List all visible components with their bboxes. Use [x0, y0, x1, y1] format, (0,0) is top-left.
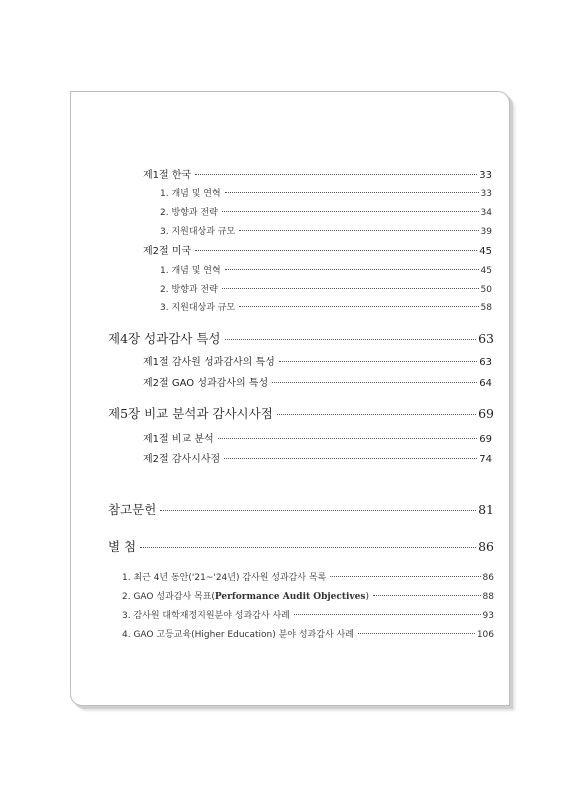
toc-page-number: 69 [479, 434, 492, 445]
toc-title: 제1절 비교 분석 [143, 434, 214, 445]
toc-section[interactable] [143, 450, 492, 465]
toc-references[interactable] [108, 500, 494, 518]
toc-section-korea[interactable] [143, 166, 492, 181]
toc-page-number: 33 [479, 170, 492, 181]
toc-section[interactable] [143, 430, 492, 445]
toc-title: 제1절 한국 [143, 170, 192, 181]
toc-title: 1. 개념 및 연혁 [160, 189, 221, 199]
toc-title: 3. 지원대상과 규모 [160, 303, 236, 313]
toc-page-number: 39 [480, 227, 492, 237]
toc-page-number: 88 [482, 592, 494, 602]
toc-section[interactable] [143, 374, 492, 389]
toc-title: 제4장 성과감사 특성 [108, 331, 221, 346]
toc-item[interactable] [160, 224, 492, 237]
toc-title: 2. 방향과 전략 [160, 285, 218, 295]
toc-page-number: 33 [480, 189, 492, 199]
toc-title: 2. 방향과 전략 [160, 208, 218, 218]
toc-title: 제2절 감사시사점 [143, 454, 221, 465]
toc-leader [294, 614, 481, 615]
toc-page-number: 86 [478, 539, 494, 554]
toc-item[interactable] [160, 205, 492, 218]
toc-title: 제5장 비교 분석과 감사시사점 [108, 406, 273, 421]
toc-leader [225, 269, 479, 270]
toc-page-number: 45 [480, 266, 492, 276]
toc-leader [277, 414, 476, 415]
toc-page-number: 34 [480, 208, 492, 218]
toc-leader [373, 595, 481, 596]
toc-leader [330, 576, 480, 577]
toc-leader [279, 361, 477, 362]
toc-leader [239, 230, 478, 231]
toc-appendix-item[interactable] [122, 627, 494, 640]
toc-page-number: 81 [478, 502, 494, 517]
toc-appendix-item[interactable] [122, 589, 494, 602]
toc-appendix-item[interactable] [122, 608, 494, 621]
toc-page-number: 106 [476, 630, 494, 640]
toc-leader [272, 382, 477, 383]
toc-page-number: 63 [479, 357, 492, 368]
toc-title: 1. 최근 4년 동안('21~'24년) 감사원 성과감사 목록 [122, 573, 327, 583]
toc-title-suffix: ) [365, 592, 369, 602]
toc-leader [195, 174, 477, 175]
toc-title-prefix: 2. GAO 성과감사 목표( [122, 592, 215, 602]
toc-item[interactable] [160, 282, 492, 295]
toc-page-number: 74 [479, 454, 492, 465]
toc-page-number: 93 [482, 611, 494, 621]
toc-leader [224, 458, 477, 459]
toc-leader [225, 192, 479, 193]
toc-leader [222, 211, 479, 212]
toc-page-number: 63 [478, 331, 494, 346]
toc-title: 3. 감사원 대학재정지원분야 성과감사 사례 [122, 611, 290, 621]
toc-item[interactable] [160, 300, 492, 313]
toc-title: 4. GAO 고등교육(Higher Education) 분야 성과감사 사례 [122, 630, 354, 640]
toc-appendix-item[interactable] [122, 570, 494, 583]
toc-title: 참고문헌 [108, 502, 157, 517]
toc-chapter-4[interactable] [108, 329, 494, 347]
toc-page-number: 86 [482, 573, 494, 583]
toc-page-number: 45 [479, 246, 492, 257]
toc-leader [225, 339, 477, 340]
toc-page-number: 58 [480, 303, 492, 313]
toc-leader [358, 633, 475, 634]
toc-title: 제2절 GAO 성과감사의 특성 [143, 378, 269, 389]
toc-leader [140, 547, 476, 548]
toc-title: 별 첨 [108, 539, 137, 554]
toc-leader [222, 288, 479, 289]
toc-item[interactable] [160, 186, 492, 199]
toc-title-emphasis: Performance Audit Objectives [214, 592, 366, 602]
toc-page-number: 50 [480, 285, 492, 295]
toc-title: 제2절 미국 [143, 246, 192, 257]
toc-item[interactable] [160, 263, 492, 276]
toc-leader [195, 250, 477, 251]
toc-title: 3. 지원대상과 규모 [160, 227, 236, 237]
toc-leader [239, 306, 478, 307]
toc-title: 제1절 감사원 성과감사의 특성 [143, 357, 275, 368]
toc-page-number: 64 [479, 378, 492, 389]
toc-section[interactable] [143, 353, 492, 368]
toc-leader [160, 510, 476, 511]
toc-chapter-5[interactable] [108, 404, 494, 422]
toc-title: 1. 개념 및 연혁 [160, 266, 221, 276]
toc-leader [218, 438, 478, 439]
toc-appendix[interactable] [108, 537, 494, 555]
toc-title [122, 589, 369, 602]
toc-section-us[interactable] [143, 242, 492, 257]
toc-page-number: 69 [478, 406, 494, 421]
